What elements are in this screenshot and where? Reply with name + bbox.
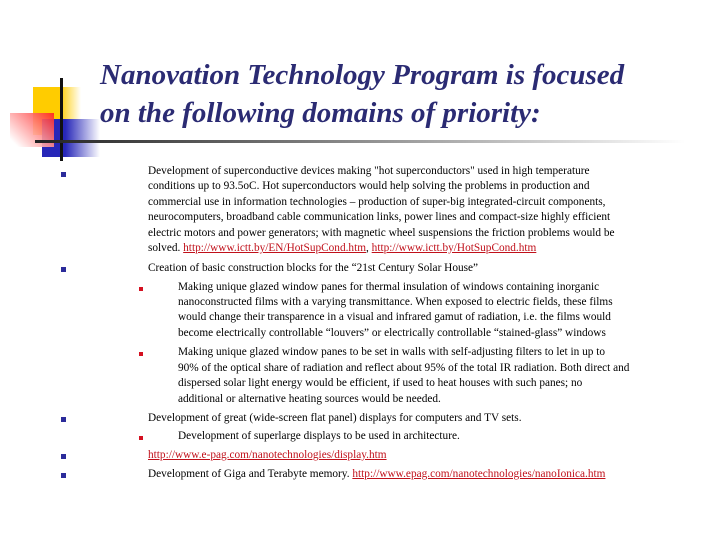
title-underline [35, 140, 685, 143]
item1-line-last [148, 241, 536, 255]
item3-text: Development of great (wide-screen flat panel) displays for computers and TV sets. [148, 412, 522, 424]
item2-text: Creation of basic construction blocks for the “21st Century Solar House” [148, 262, 479, 274]
item1-prefix: solved. [148, 242, 184, 254]
logo-vertical-line [60, 78, 63, 161]
sub-bullet-icon [139, 352, 143, 356]
subitem-line: Making unique glazed window panes for thermal insulation of windows containing inorganic [178, 281, 600, 293]
hotsupcond-en-link[interactable]: http://www.ictt.by/EN/HotSupCond.htm [183, 242, 367, 254]
hotsupcond-link[interactable]: http://www.ictt.by/HotSupCond.htm [371, 242, 537, 254]
item5-line [148, 467, 605, 481]
slide-title [100, 56, 624, 132]
bullet-icon [61, 267, 66, 272]
link-separator: , [366, 242, 372, 254]
bullet-icon [61, 454, 66, 459]
item1-line: conditions up to 93.5oC. Hot superconductors would help solving the problems in production and [148, 180, 590, 192]
subitem-line: dispersed solar light energy would be efficient, if used to heat houses with such panes; no [178, 377, 583, 389]
item1-line: electric motors and power generators; with magnetic wheel suspensions the friction problems would be [148, 227, 615, 239]
subitem-line: become electrically controllable “louvers” or electrically controllable “stained-glass” windows [178, 327, 606, 339]
subitem-line: Development of superlarge displays to be used in architecture. [178, 430, 460, 442]
item5-text: Development of Giga and Terabyte memory. [148, 468, 353, 480]
item1-line: commercial use in information technologies – production of super-big integrated-circuit components, [148, 196, 606, 208]
item1-line: Development of superconductive devices making "hot superconductors" used in high temperature [148, 165, 590, 177]
title-line-2: on the following domains of priority: [100, 97, 541, 129]
subitem-line: would change their transparence in a visual and infrared gamut of radiation, i.e. the films would [178, 311, 611, 323]
bullet-icon [61, 172, 66, 177]
bullet-icon [61, 417, 66, 422]
item1-line: neurocomputers, broadband cable communication links, power lines and compact-size highly efficient [148, 211, 611, 223]
item4-line [148, 448, 387, 462]
subitem-line: Making unique glazed window panes to be set in walls with self-adjusting filters to let in up to [178, 346, 606, 358]
title-line-1: Nanovation Technology Program is focused [100, 59, 625, 91]
sub-bullet-icon [139, 287, 143, 291]
display-link[interactable]: http://www.e-pag.com/nanotechnologies/display.htm [148, 449, 387, 461]
subitem-line: nanoconstructed films with a varying transmittance. When exposed to electric fields, these films [178, 296, 613, 308]
bullet-icon [61, 473, 66, 478]
subitem-line: additional or alternative heating sources would be needed. [178, 393, 441, 405]
nanoionica-link[interactable]: http://www.epag.com/nanotechnologies/nanoIonica.htm [352, 468, 606, 480]
subitem-line: 90% of the optical share of radiation and reflect about 95% of the total IR radiation. Both direct and [178, 362, 630, 374]
sub-bullet-icon [139, 436, 143, 440]
